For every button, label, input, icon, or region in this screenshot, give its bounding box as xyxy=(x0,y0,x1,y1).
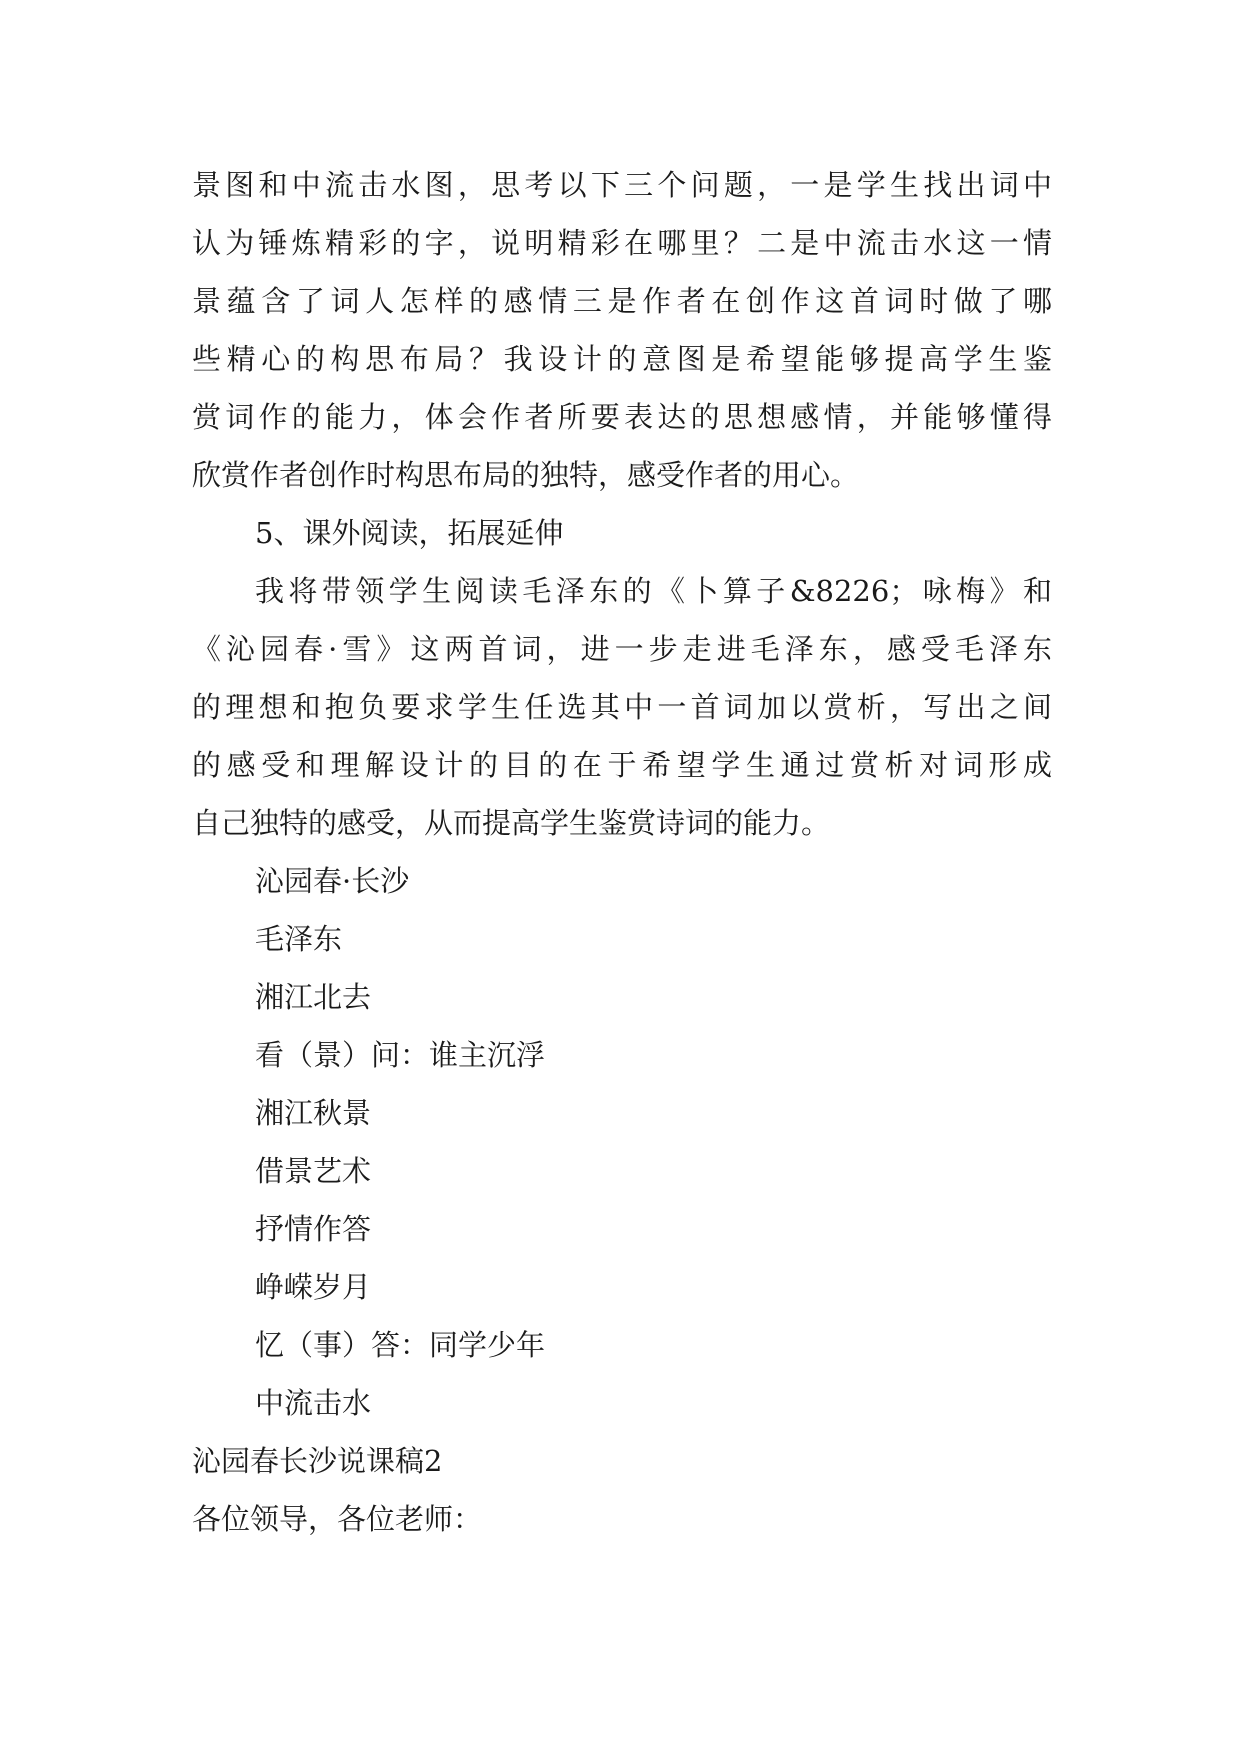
board-outline-item: 中流击水 xyxy=(255,1386,372,1420)
board-outline-item: 忆（事）答：同学少年 xyxy=(255,1328,546,1362)
board-outline-item: 抒情作答 xyxy=(255,1212,372,1246)
paragraph-line: 赏词作的能力，体会作者所要表达的思想感情，并能够懂得 xyxy=(192,400,1052,434)
paragraph-line: 的感受和理解设计的目的在于希望学生通过赏析对词形成 xyxy=(192,748,1052,782)
paragraph-line: 自己独特的感受，从而提高学生鉴赏诗词的能力。 xyxy=(192,806,831,840)
paragraph-line: 的理想和抱负要求学生任选其中一首词加以赏析，写出之间 xyxy=(192,690,1052,724)
document-title: 沁园春长沙说课稿2 xyxy=(192,1444,443,1478)
poem-author: 毛泽东 xyxy=(255,922,343,956)
paragraph-line: 景蕴含了词人怎样的感情三是作者在创作这首词时做了哪 xyxy=(192,284,1052,318)
paragraph-line: 景图和中流击水图，思考以下三个问题，一是学生找出词中 xyxy=(192,168,1052,202)
paragraph-line: 欣赏作者创作时构思布局的独特，感受作者的用心。 xyxy=(192,458,860,492)
salutation: 各位领导，各位老师： xyxy=(192,1502,483,1536)
board-outline-item: 看（景）问：谁主沉浮 xyxy=(255,1038,546,1072)
section-heading: 5、课外阅读，拓展延伸 xyxy=(255,516,564,550)
board-outline-item: 湘江北去 xyxy=(255,980,372,1014)
paragraph-line: 我将带领学生阅读毛泽东的《卜算子&8226；咏梅》和 xyxy=(255,574,1052,608)
paragraph-line: 些精心的构思布局？我设计的意图是希望能够提高学生鉴 xyxy=(192,342,1052,376)
board-outline-item: 湘江秋景 xyxy=(255,1096,372,1130)
paragraph-line: 认为锤炼精彩的字，说明精彩在哪里？二是中流击水这一情 xyxy=(192,226,1052,260)
board-outline-item: 峥嵘岁月 xyxy=(255,1270,372,1304)
poem-title: 沁园春·长沙 xyxy=(255,864,410,898)
board-outline-item: 借景艺术 xyxy=(255,1154,372,1188)
paragraph-line: 《沁园春·雪》这两首词，进一步走进毛泽东，感受毛泽东 xyxy=(192,632,1052,666)
